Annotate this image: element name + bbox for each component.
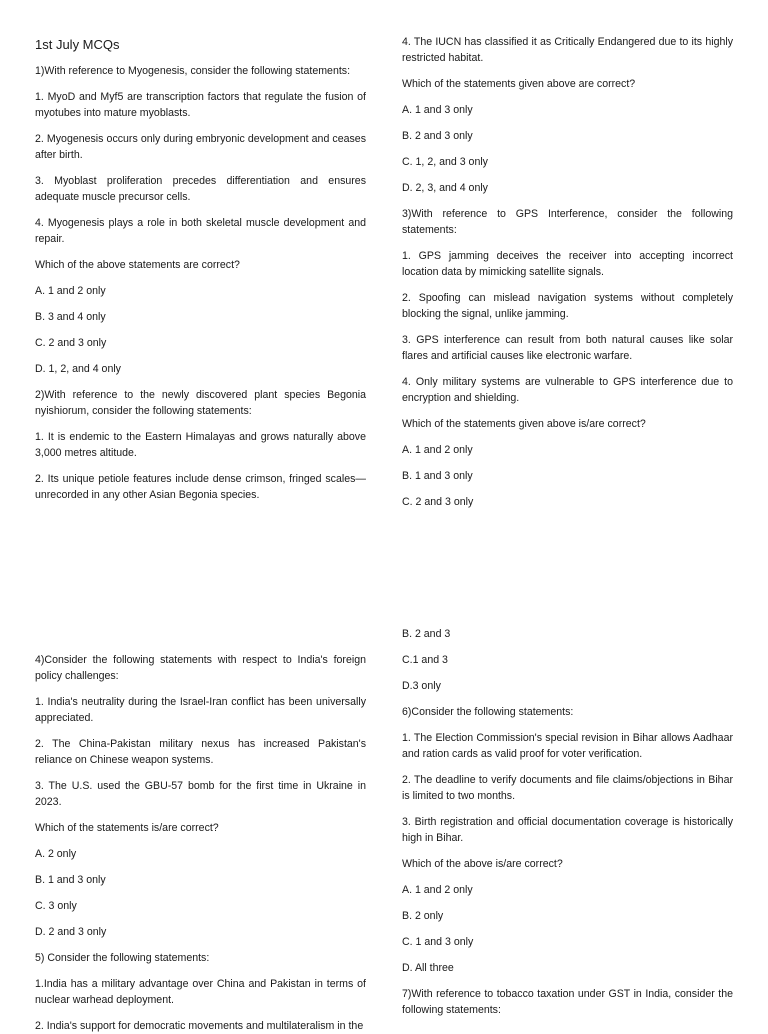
answer-option: A. 1 and 2 only xyxy=(402,444,473,456)
statement-item: 4. Only military systems are vulnerable to GPS interference due to encryption and shielding. xyxy=(402,376,733,404)
paragraph: Which of the statements given above is/are correct? xyxy=(402,418,646,430)
document-page-1 xyxy=(0,0,768,512)
statement-item: 4. The IUCN has classified it as Critically Endangered due to its highly restricted habitat. xyxy=(402,36,733,64)
question-stem: 6)Consider the following statements: xyxy=(402,706,574,718)
question-stem: 2)With reference to the newly discovered plant species Begonia nyishiorum, consider the following statements: xyxy=(35,389,366,417)
left-column xyxy=(35,652,366,1034)
document-title: 1st July MCQs xyxy=(35,37,120,52)
right-column xyxy=(402,34,733,546)
answer-option: C. 3 only xyxy=(35,900,77,912)
answer-option: D. 2, 3, and 4 only xyxy=(402,182,488,194)
statement-item: 3. Myoblast proliferation precedes differentiation and ensures adequate muscle precursor cells. xyxy=(35,175,366,203)
left-column xyxy=(35,36,366,555)
answer-option: D. 1, 2, and 4 only xyxy=(35,363,121,375)
statement-item: 2. Its unique petiole features include dense crimson, fringed scales—unrecorded in any other Asian Begonia species. xyxy=(35,473,366,501)
answer-option: C. 1 and 3 only xyxy=(402,936,474,948)
question-stem: 4)Consider the following statements with respect to India's foreign policy challenges: xyxy=(35,654,366,682)
answer-option: B. 2 and 3 only xyxy=(402,130,473,142)
statement-item: 1. The Election Commission's special revision in Bihar allows Aadhaar and ration cards as valid proof for voter verification. xyxy=(402,732,733,760)
answer-option: D.3 only xyxy=(402,680,441,692)
answer-option: D. 2 and 3 only xyxy=(35,926,107,938)
answer-option: A. 2 only xyxy=(35,848,77,860)
statement-item: 3. The U.S. used the GBU-57 bomb for the first time in Ukraine in 2023. xyxy=(35,780,366,808)
statement-item: 2. The China-Pakistan military nexus has increased Pakistan's reliance on Chinese weapon systems. xyxy=(35,738,366,766)
answer-option: C. 2 and 3 only xyxy=(35,337,107,349)
statement-item: 3. Birth registration and official documentation coverage is historically high in Bihar. xyxy=(402,816,733,844)
statement-item: 2. Spoofing can mislead navigation systems without completely blocking the signal, unlike jamming. xyxy=(402,292,733,320)
paragraph: Which of the above is/are correct? xyxy=(402,858,563,870)
question-stem: 3)With reference to GPS Interference, consider the following statements: xyxy=(402,208,733,236)
answer-option: D. All three xyxy=(402,962,454,974)
answer-option: C.1 and 3 xyxy=(402,654,448,666)
answer-option: B. 2 only xyxy=(402,910,444,922)
statement-item: 2. India's support for democratic movements and multilateralism in the xyxy=(35,1020,364,1032)
paragraph: Which of the above statements are correct? xyxy=(35,259,240,271)
answer-option: C. 2 and 3 only xyxy=(402,496,474,508)
document-page-2 xyxy=(0,512,768,1032)
question-stem: 7)With reference to tobacco taxation under GST in India, consider the following statements: xyxy=(402,988,733,1016)
answer-option: A. 1 and 2 only xyxy=(402,884,473,896)
paragraph: Which of the statements is/are correct? xyxy=(35,822,219,834)
statement-item: 1. MyoD and Myf5 are transcription factors that regulate the fusion of myotubes into mature myoblasts. xyxy=(35,91,366,119)
answer-option: B. 3 and 4 only xyxy=(35,311,106,323)
answer-option: B. 1 and 3 only xyxy=(35,874,106,886)
question-stem: 5) Consider the following statements: xyxy=(35,952,210,964)
statement-item: 2. Myogenesis occurs only during embryonic development and ceases after birth. xyxy=(35,133,366,161)
statement-item: 1. India's neutrality during the Israel-Iran conflict has been universally appreciated. xyxy=(35,696,366,724)
answer-option: B. 1 and 3 only xyxy=(402,470,473,482)
statement-item: 3. GPS interference can result from both natural causes like solar flares and artificial causes like electronic warfare. xyxy=(402,334,733,362)
statement-item: 2. The deadline to verify documents and file claims/objections in Bihar is limited to two months. xyxy=(402,774,733,802)
question-stem: 1)With reference to Myogenesis, consider the following statements: xyxy=(35,65,351,77)
answer-option: A. 1 and 2 only xyxy=(35,285,106,297)
answer-option: B. 2 and 3 xyxy=(402,628,451,640)
paragraph: Which of the statements given above are correct? xyxy=(402,78,636,90)
answer-option: A. 1 and 3 only xyxy=(402,104,473,116)
statement-item: 1. GPS jamming deceives the receiver into accepting incorrect location data by mimicking satellite signals. xyxy=(402,250,733,278)
statement-item: 4. Myogenesis plays a role in both skeletal muscle development and repair. xyxy=(35,217,366,245)
statement-item: 1.India has a military advantage over China and Pakistan in terms of nuclear warhead deployment. xyxy=(35,978,366,1006)
answer-option: C. 1, 2, and 3 only xyxy=(402,156,488,168)
right-column xyxy=(402,626,733,1028)
statement-item: 1. It is endemic to the Eastern Himalayas and grows naturally above 3,000 metres altitude. xyxy=(35,431,366,459)
